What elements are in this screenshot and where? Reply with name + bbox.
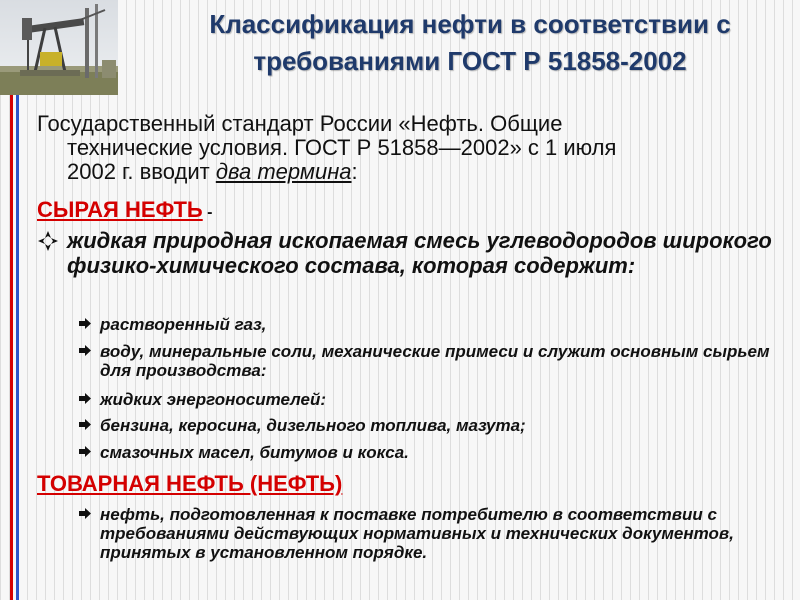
crude-oil-dash: - [202, 204, 213, 221]
commercial-oil-heading: ТОВАРНАЯ НЕФТЬ (НЕФТЬ) [37, 471, 343, 496]
intro-colon: : [351, 159, 358, 184]
intro-paragraph [37, 112, 757, 184]
intro-line-1: Государственный стандарт России «Нефть. Общие [37, 111, 563, 136]
intro-line-3 [37, 160, 757, 184]
title-line-2: требованиями ГОСТ Р 51858-2002 [253, 46, 687, 76]
arrow-bullet-icon [78, 317, 92, 330]
commercial-oil-heading-row [37, 471, 342, 497]
crude-item-4 [78, 416, 778, 435]
arrow-bullet-icon [78, 418, 92, 431]
intro-line-3-text: 2002 г. вводит [67, 159, 216, 184]
commercial-item-1 [78, 505, 778, 562]
crude-oil-heading: СЫРАЯ НЕФТЬ [37, 197, 203, 222]
intro-line-2: технические условия. ГОСТ Р 51858—2002» с 1 июля [67, 135, 617, 160]
crude-item-5-text: смазочных масел, битумов и кокса. [100, 443, 409, 462]
arrow-bullet-icon [78, 344, 92, 357]
diamond-bullet-icon [37, 230, 59, 252]
crude-item-1 [78, 315, 778, 334]
crude-oil-definition-text: жидкая природная ископаемая смесь углеводородов широкого физико-химического состава, которая содержит: [67, 228, 772, 278]
crude-item-3 [78, 390, 778, 409]
intro-two-terms: два термина [215, 159, 352, 184]
arrow-bullet-icon [78, 445, 92, 458]
oil-pump-photo [0, 0, 118, 95]
crude-oil-heading-row [37, 197, 213, 223]
crude-item-1-text: растворенный газ, [100, 315, 267, 334]
title-line-1: Классификация нефти в соответствии с [209, 9, 731, 39]
crude-item-4-text: бензина, керосина, дизельного топлива, мазута; [100, 416, 526, 435]
crude-item-3-text: жидких энергоносителей: [100, 390, 327, 409]
crude-item-2 [78, 342, 778, 380]
crude-item-2-text: воду, минеральные соли, механические примеси и служит основным сырьем для производства: [100, 342, 770, 380]
arrow-bullet-icon [78, 392, 92, 405]
commercial-item-1-text: нефть, подготовленная к поставке потребителю в соответствии с требованиями действующих нормативных и технических документов, принятых в установленном порядке. [100, 505, 734, 562]
slide-title [150, 6, 790, 80]
arrow-bullet-icon [78, 507, 92, 520]
crude-item-5 [78, 443, 778, 462]
crude-oil-definition [37, 228, 777, 278]
